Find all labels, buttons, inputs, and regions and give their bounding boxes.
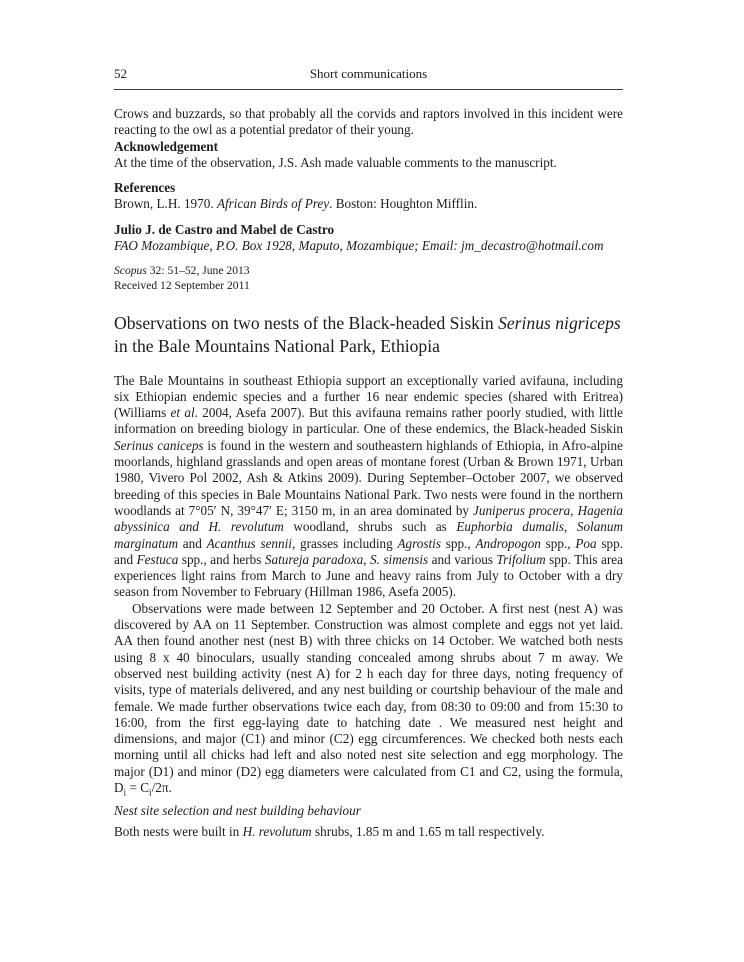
methods-paragraph: Observations were made between 12 September and 20 October. A first nest (nest A) was discovered by AA on 11 September. Construction was almost complete and eggs not yet laid. AA then found another nest (nest B) with three chicks on 14 October. We watched both nests using 8 x 40 binoculars, usually standing concealed among shrubs about 7 m away. We observed nest building activity (nest A) for 2 h each day for three days, noting frequency of visits, type of materials delivered, and any nest building or courtship behaviour of the male and female. We made further observations twice each day, from 08:30 to 09:00 and from 15:30 to 16:00, from the first egg-laying date to hatching date . We measured nest height and dimensions, and major (C1) and minor (C2) egg circumferences. We checked both nests each morning until all chicks had left and also noted nest site selection and egg morphology. The major (D1) and minor (D2) egg diameters were calculated from C1 and C2, using the formula, $D_i = C_i/2\pi$.	[114, 600, 623, 799]
article-title: Observations on two nests of the Black-headed Siskin Serinus nigriceps in the Bale Mountains National Park, Ethiopia	[114, 312, 621, 356]
closing-paragraph: Crows and buzzards, so that probably all the corvids and raptors involved in this incident were reacting to the owl as a potential predator of their young.	[114, 106, 623, 138]
acknowledgement-heading: Acknowledgement	[114, 138, 219, 154]
citation-line: Scopus 32: 51–52, June 2013	[114, 264, 250, 278]
references-heading: References	[114, 180, 176, 196]
running-header: Short communications	[309, 66, 428, 81]
section-subheading: Nest site selection and nest building behaviour	[114, 803, 361, 819]
acknowledgement-text: At the time of the observation, J.S. Ash made valuable comments to the manuscript.	[114, 154, 557, 170]
intro-paragraph: The Bale Mountains in southeast Ethiopia support an exceptionally varied avifauna, including six Ethiopian endemic species and a further 16 near endemic species (shared with Eritrea) (Williams et al. 2004, Asefa 2007). But this avifauna remains rather poorly studied, with little information on breeding biology in particular. One of these endemics, the Black-headed Siskin Serinus caniceps is found in the western and southeastern highlands of Ethiopia, in Afro-alpine moorlands, highland grasslands and open areas of montane forest (Urban & Brown 1971, Urban 1980, Vivero Pol 2002, Ash & Atkins 2009). During September–October 2007, we observed breeding of this species in Bale Mountains National Park. Two nests were found in the northern woodlands at 7°05′ N, 39°47′ E; 3150 m, in an area dominated by Juniperus procera, Hagenia abyssinica and H. revolutum woodland, shrubs such as Euphorbia dumalis, Solanum marginatum and Acanthus sennii, grasses including Agrostis spp., Andropogon spp., Poa spp. and Festuca spp., and herbs Satureja paradoxa, S. simensis and various Trifolium spp. This area experiences light rains from March to June and heavy rains from July to October with a dry season from November to February (Hillman 1986, Asefa 2005).	[114, 372, 624, 600]
authors-line: Julio J. de Castro and Mabel de Castro	[114, 221, 335, 237]
results-paragraph: Both nests were built in H. revolutum shrubs, 1.85 m and 1.65 m tall respectively.	[114, 823, 545, 839]
received-line: Received 12 September 2011	[114, 278, 250, 292]
affiliation-line: FAO Mozambique, P.O. Box 1928, Maputo, Mozambique; Email: jm_decastro@hotmail.com	[114, 238, 604, 254]
page-content	[114, 66, 623, 840]
reference-entry: Brown, L.H. 1970. African Birds of Prey. Boston: Houghton Mifflin.	[114, 196, 478, 212]
page-header	[114, 66, 623, 90]
page-number: 52	[114, 66, 127, 81]
